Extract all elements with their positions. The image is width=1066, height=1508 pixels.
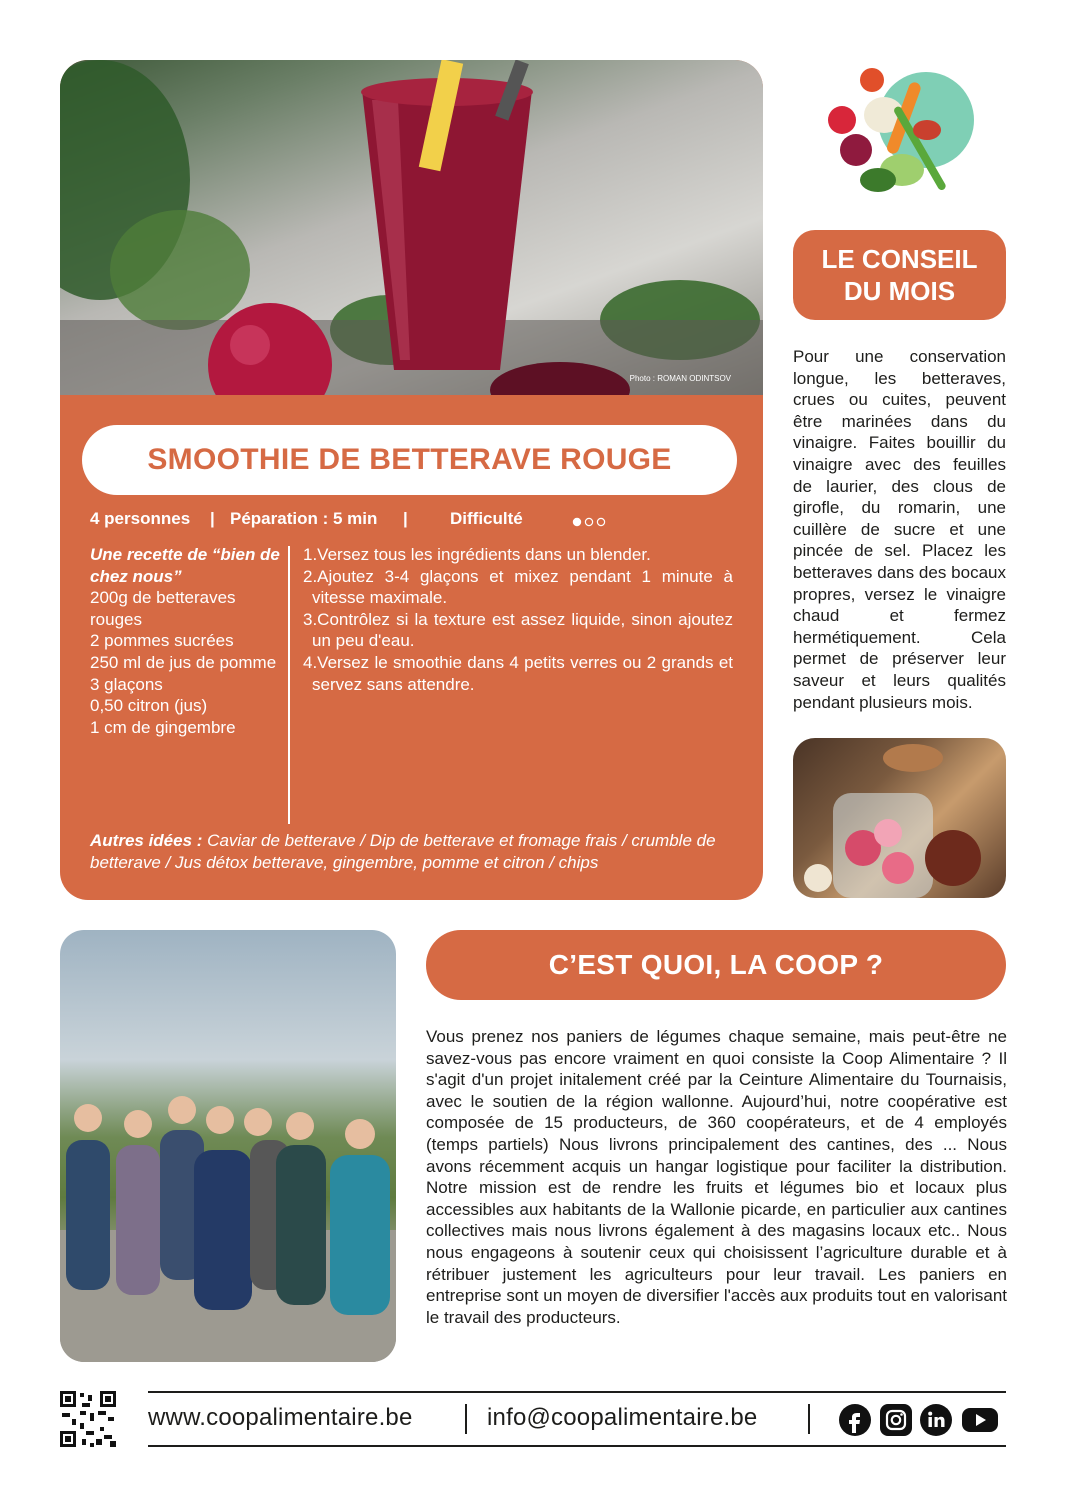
difficulty-dot-empty (597, 518, 604, 525)
ingredient-item: 0,50 citron (jus) (90, 696, 208, 716)
qr-code-icon[interactable] (60, 1391, 116, 1447)
ingredient-item: 250 ml de jus de pomme (90, 652, 277, 672)
vegetables-illustration (822, 60, 952, 205)
recipe-card (60, 60, 763, 900)
tip-title-pill (793, 230, 1006, 320)
column-divider (288, 546, 290, 824)
team-photo (60, 930, 396, 1362)
photo-credit: Photo : ROMAN ODINTSOV (629, 374, 731, 383)
website-link[interactable]: www.coopalimentaire.be (148, 1404, 413, 1431)
ingredients-intro: Une recette de “bien de chez nous” (90, 545, 280, 586)
meta-separator: | (210, 509, 215, 528)
ingredients-list (90, 544, 290, 738)
difficulty-dot-empty (585, 518, 592, 525)
email-link[interactable]: info@coopalimentaire.be (487, 1404, 758, 1431)
pickle-jar-photo (793, 738, 1006, 898)
prep-time: Péparation : 5 min (230, 509, 378, 528)
ingredient-item: 200g de betteraves rouges (90, 588, 236, 629)
footer-rule-top (148, 1391, 1006, 1393)
tip-text: Pour une conservation longue, les betteraves, crues ou cuites, peuvent être marinées dans du vinaigre. Faites bouillir du vinaigre avec des feuilles de laurier, des clous de girofle, du romarin, une cuillère de sucre et une pincée de sel. Placez les betteraves dans des bocaux propres, versez le vinaigre chaud et fermez hermétiquement. Cela permet de préserver leur saveur et leurs qualités pendant plusieurs mois. (793, 347, 1006, 712)
difficulty-dot-filled (573, 518, 580, 525)
servings: 4 personnes (90, 509, 191, 528)
recipe-title-pill (82, 425, 737, 495)
coop-text: Vous prenez nos paniers de légumes chaque semaine, mais peut-être ne savez-vous pas encore vraiment en quoi consiste la Coop Alimentaire ? Il s'agit d'un projet initalement créé par la Ceinture Alimentaire du Tournaisis, avec le soutien de la région wallonne. Aujourd’hui, notre coopérative est composée de 15 producteurs, de 360 coopérateurs, et de 4 employés (temps partiels) Nous livrons principalement des cantines, des ... Nous avons récemment acquis un hangar logistique pour faciliter la distribution. Notre mission est de rendre les fruits et légumes bio et locaux plus accessibles aux habitants de la Wallonie picarde, en particulier aux cantines collectives mais nous livrons également à des magasins locaux etc.. Nous nous engageons à soutenir ceux qui choisissent l’agriculture durable et à rétribuer justement les agriculteurs pour leur travail. Les paniers en entreprise sont un moyen de diversifier l'accès aux produits tout en valorisant le travail des producteurs. (426, 1027, 1007, 1327)
smoothie-illustration (60, 60, 763, 395)
coop-title-pill (426, 930, 1006, 1000)
other-ideas-text: Caviar de betterave / Dip de betterave et fromage frais / crumble de betterave / Jus détox betterave, gingembre, pomme et citron / chips (90, 831, 716, 872)
difficulty-dots (572, 513, 612, 533)
recipe-title: SMOOTHIE DE BETTERAVE ROUGE (147, 443, 672, 476)
difficulty-label: Difficulté (450, 509, 523, 528)
recipe-step: 3.Contrôlez si la texture est assez liquide, sinon ajoutez un peu d'eau. (303, 609, 733, 651)
coop-title: C’EST QUOI, LA COOP ? (548, 949, 884, 980)
tip-title: LE CONSEIL DU MOIS (821, 244, 978, 306)
other-ideas (90, 830, 740, 873)
recipe-steps (303, 544, 733, 695)
difficulty-rating (572, 516, 612, 528)
footer-rule-bottom (148, 1445, 1006, 1447)
pickle-jar-illustration (793, 738, 1006, 898)
facebook-icon[interactable] (839, 1404, 871, 1436)
recipe-step: 4.Versez le smoothie dans 4 petits verres ou 2 grands et servez sans attendre. (303, 652, 733, 694)
smoothie-photo (60, 60, 763, 395)
linkedin-icon[interactable] (920, 1404, 952, 1436)
instagram-icon[interactable] (880, 1404, 912, 1436)
recipe-step: 1.Versez tous les ingrédients dans un blender. (303, 545, 651, 564)
team-illustration (60, 930, 396, 1362)
youtube-icon[interactable] (962, 1404, 998, 1436)
ingredient-item: 3 glaçons (90, 674, 163, 694)
other-ideas-label: Autres idées : (90, 831, 203, 850)
recipe-step: 2.Ajoutez 3-4 glaçons et mixez pendant 1 minute à vitesse maximale. (303, 566, 733, 608)
recipe-meta-row (90, 507, 730, 533)
footer-separator (808, 1404, 810, 1434)
ingredient-item: 1 cm de gingembre (90, 717, 236, 737)
footer-separator (465, 1404, 467, 1434)
meta-separator: | (403, 509, 408, 528)
ingredient-item: 2 pommes sucrées (90, 631, 234, 651)
